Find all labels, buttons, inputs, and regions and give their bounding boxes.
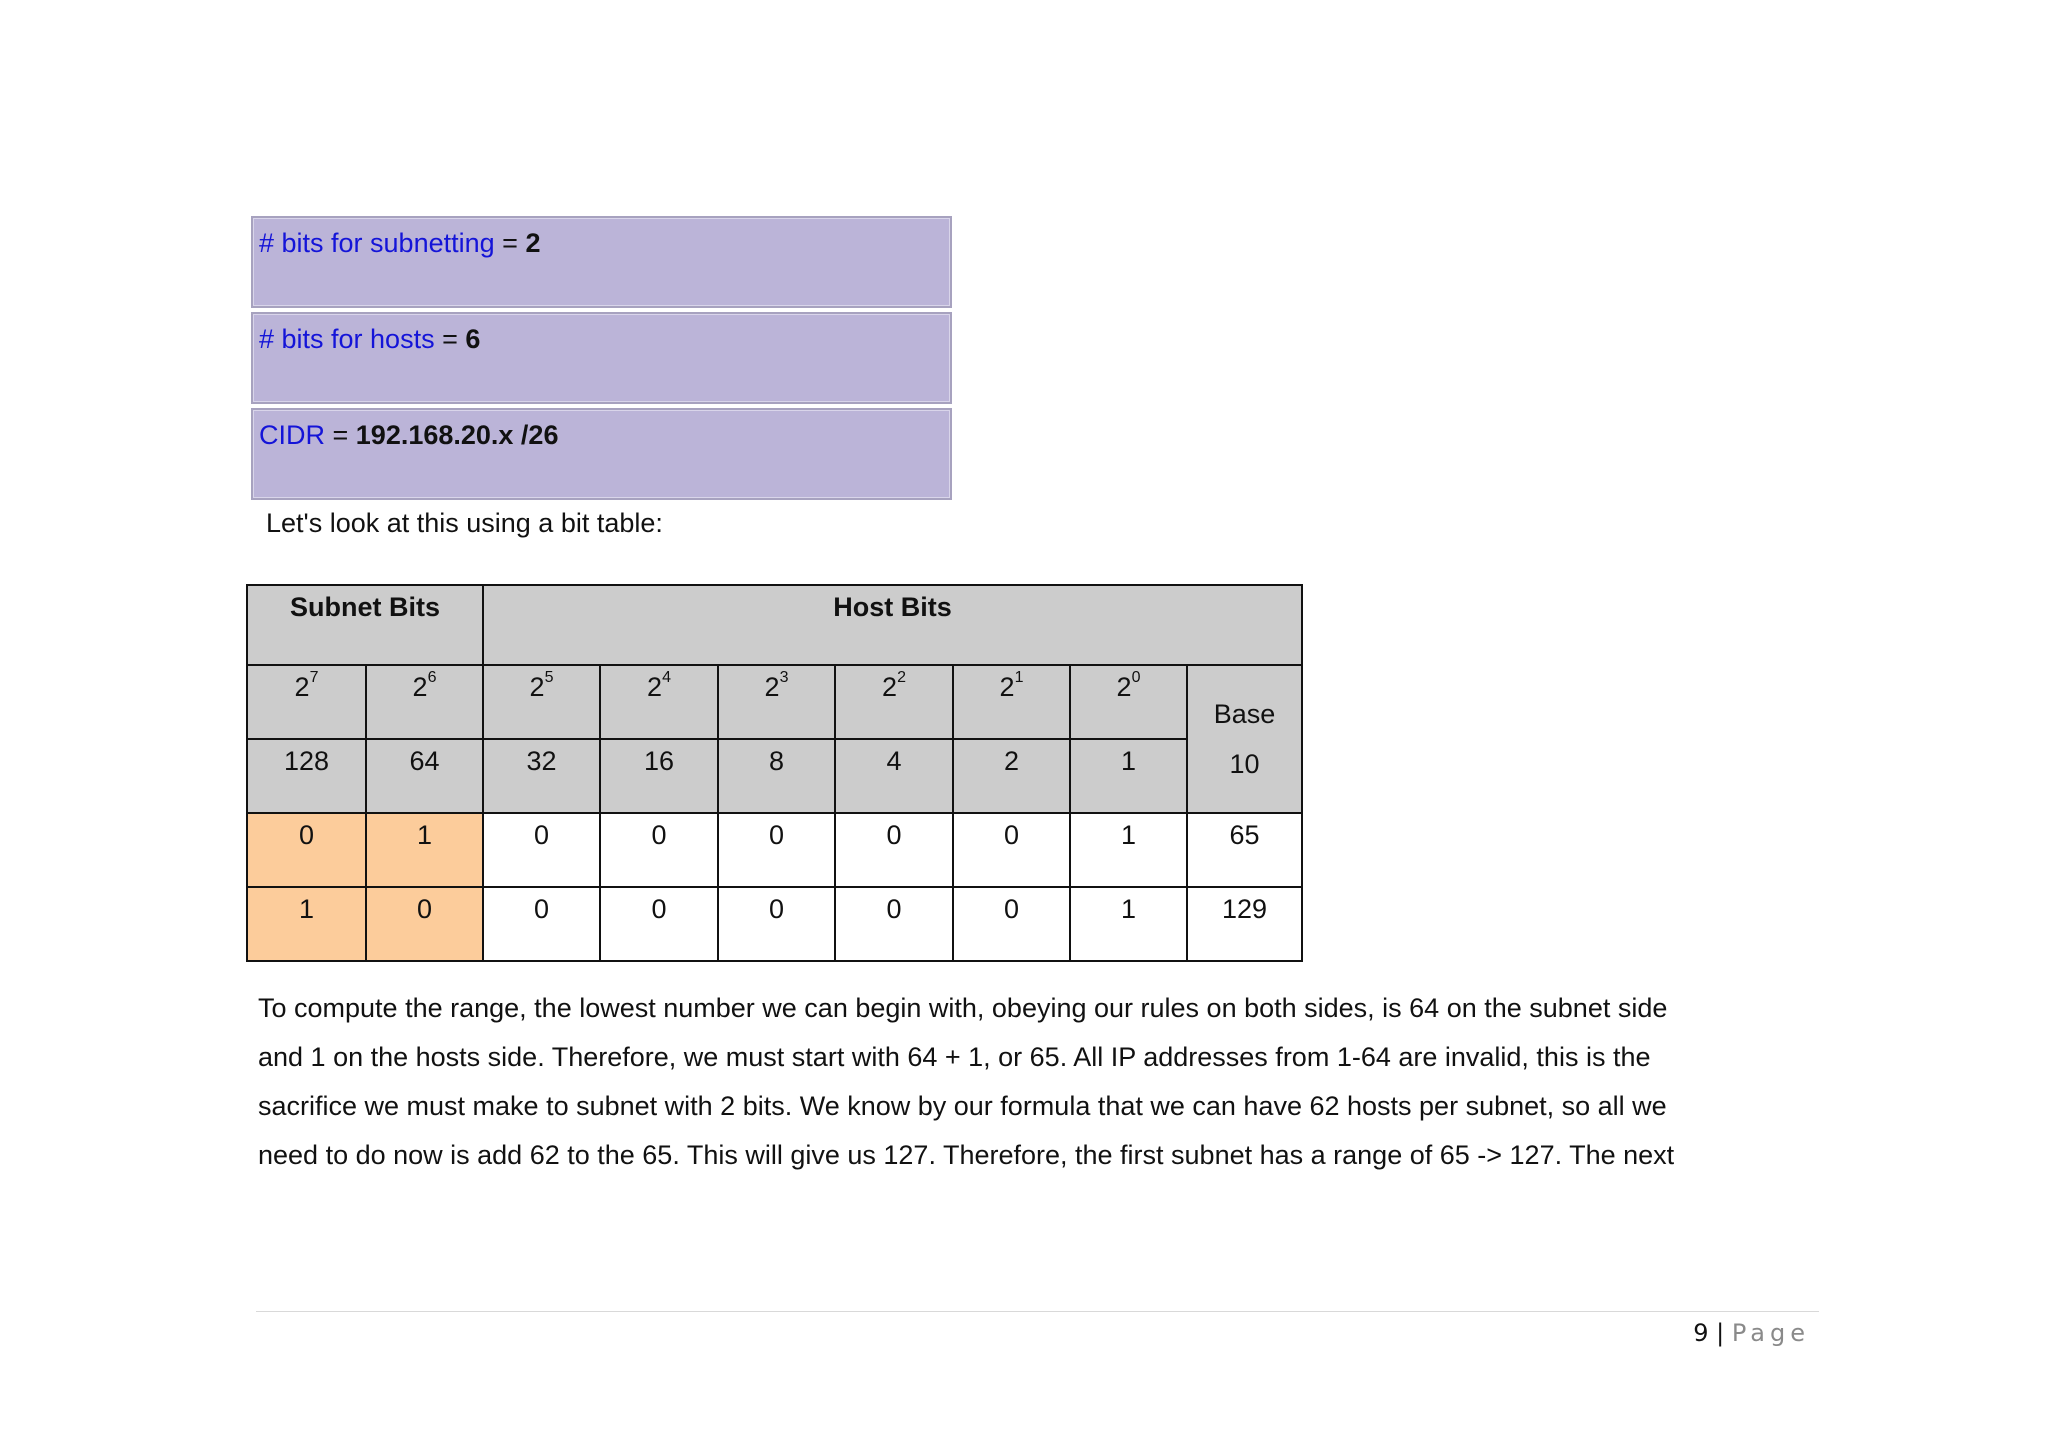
info-box-subnet-bits — [251, 216, 952, 308]
subnet-bits-header: Subnet Bits — [247, 585, 483, 665]
subnet-bit-cell: 0 — [366, 887, 483, 961]
host-bit-cell: 0 — [718, 887, 835, 961]
host-bit-cell: 0 — [953, 813, 1070, 887]
place-value-cell: 1 — [1070, 739, 1187, 813]
bit-table — [246, 584, 1303, 962]
info-value: 2 — [525, 228, 541, 258]
power-cell: $2^2$ — [835, 665, 953, 739]
power-cell: $2^6$ — [366, 665, 483, 739]
host-bits-header: Host Bits — [483, 585, 1302, 665]
place-value-row — [247, 739, 1302, 813]
table-row — [247, 813, 1302, 887]
place-value-cell: 128 — [247, 739, 366, 813]
paragraph-line: and 1 on the hosts side. Therefore, we must start with 64 + 1, or 65. All IP addresses from 1-64 are invalid, this is the — [258, 1042, 1651, 1072]
footer-divider — [256, 1311, 1819, 1312]
host-bit-cell: 0 — [953, 887, 1070, 961]
place-value-cell: 64 — [366, 739, 483, 813]
info-label: CIDR — [259, 420, 325, 450]
info-equals: = — [434, 324, 466, 354]
host-bit-cell: 0 — [600, 887, 718, 961]
paragraph-line: sacrifice we must make to subnet with 2 bits. We know by our formula that we can have 62 hosts per subnet, so all we — [258, 1091, 1667, 1121]
info-equals: = — [494, 228, 526, 258]
host-bit-cell: 1 — [1070, 813, 1187, 887]
power-cell: $2^7$ — [247, 665, 366, 739]
host-bit-cell: 0 — [718, 813, 835, 887]
info-box-host-bits — [251, 312, 952, 404]
host-bit-cell: 0 — [483, 813, 600, 887]
power-cell: $2^4$ — [600, 665, 718, 739]
subnet-bit-cell: 0 — [247, 813, 366, 887]
info-box-cidr — [251, 408, 952, 500]
subnet-bit-cell: 1 — [247, 887, 366, 961]
host-bit-cell: 0 — [835, 887, 953, 961]
info-value: 192.168.20.x /26 — [355, 420, 559, 450]
place-value-cell: 16 — [600, 739, 718, 813]
info-label: # bits for hosts — [259, 324, 435, 354]
place-value-cell: 4 — [835, 739, 953, 813]
page-word: Page — [1731, 1319, 1810, 1347]
base10-value-cell: 65 — [1187, 813, 1302, 887]
footer-separator: | — [1708, 1319, 1732, 1347]
host-bit-cell: 1 — [1070, 887, 1187, 961]
host-bit-cell: 0 — [600, 813, 718, 887]
subnet-bit-cell: 1 — [366, 813, 483, 887]
place-value-cell: 2 — [953, 739, 1070, 813]
info-label: # bits for subnetting — [259, 228, 495, 258]
page-footer — [1693, 1319, 1810, 1347]
power-cell: $2^3$ — [718, 665, 835, 739]
paragraph-line: need to do now is add 62 to the 65. This will give us 127. Therefore, the first subnet has a range of 65 -> 127. The next — [258, 1140, 1675, 1170]
info-value: 6 — [465, 324, 481, 354]
base10-header: Base 10 — [1187, 665, 1302, 813]
place-value-cell: 32 — [483, 739, 600, 813]
page-number: 9 — [1693, 1319, 1709, 1347]
host-bit-cell: 0 — [835, 813, 953, 887]
host-bit-cell: 0 — [483, 887, 600, 961]
body-paragraph — [258, 984, 1818, 1180]
power-cell: $2^1$ — [953, 665, 1070, 739]
base10-value-cell: 129 — [1187, 887, 1302, 961]
place-value-cell: 8 — [718, 739, 835, 813]
lead-text: Let's look at this using a bit table: — [266, 508, 663, 538]
info-equals: = — [325, 420, 356, 450]
table-header-row — [247, 585, 1302, 665]
paragraph-line: To compute the range, the lowest number we can begin with, obeying our rules on both sides, is 64 on the subnet side — [258, 993, 1668, 1023]
power-cell: $2^0$ — [1070, 665, 1187, 739]
power-cell: $2^5$ — [483, 665, 600, 739]
table-row — [247, 887, 1302, 961]
power-row — [247, 665, 1302, 739]
